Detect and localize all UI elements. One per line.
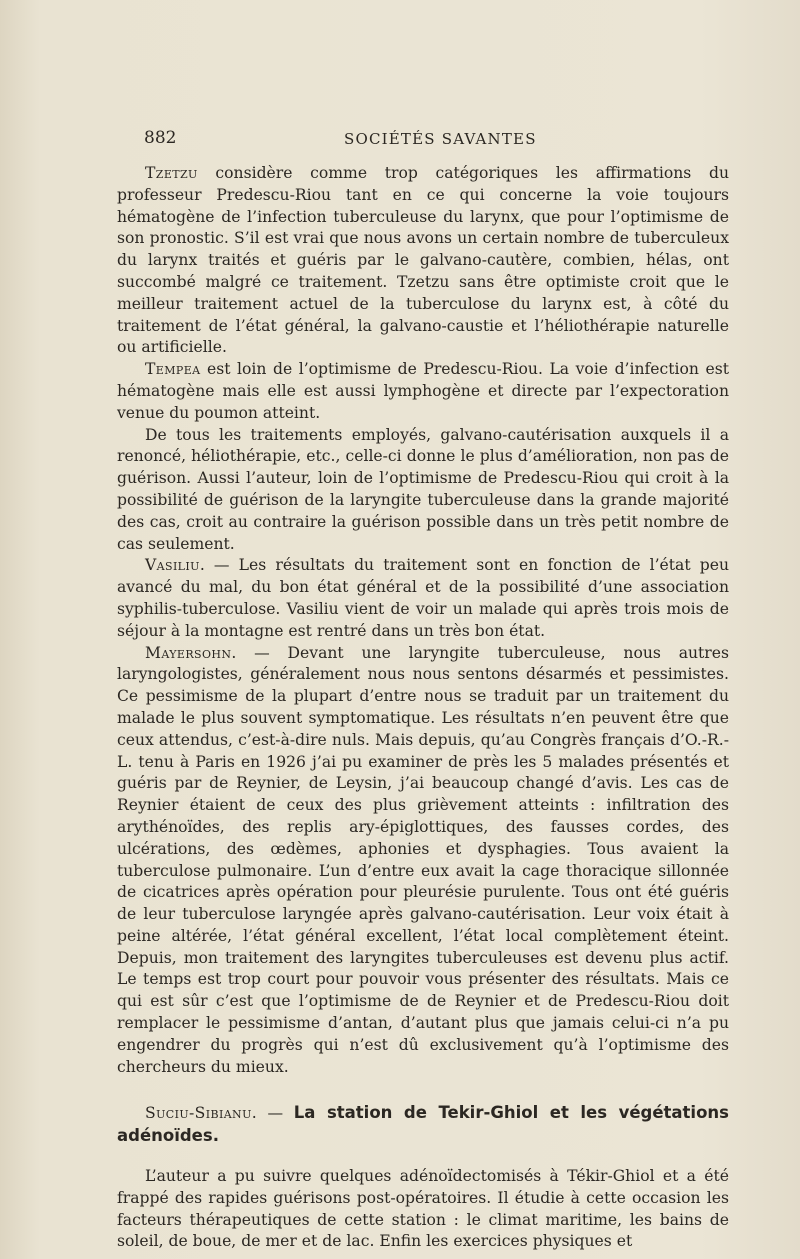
speaker-name: Vasiliu (145, 556, 200, 575)
paragraph-vasiliu (117, 555, 729, 642)
paragraph-tzetzu (117, 163, 729, 359)
speaker-name: Tzetzu (145, 164, 198, 182)
paragraph-continuation (117, 425, 729, 556)
paragraph-tempea (117, 359, 729, 424)
speaker-name: Tempea (145, 360, 201, 379)
section-summary (117, 1166, 729, 1253)
paragraph-text: considère comme trop catégoriques les affirmations du professeur Predescu-Riou tant en ce qui concerne la voie toujours hématogène de l’infection tuberculeuse du larynx, que pour l’optimisme de son pronostic. S’il est vrai que nous avons un certain nombre de tuberculeux du larynx traités et guéris par le galvano-cautère, combien, hélas, ont succombé malgré ce traitement. Tzetzu sans être optimiste croit que le meilleur traitement actuel de la tuberculose du larynx est, à côté du traitement de l’état général, la galvano-caustie et l’héliothérapie naturelle ou artificielle. (117, 164, 729, 357)
paragraph-text: De tous les traitements employés, galvano-cautérisation auxquels il a renoncé, héliothérapie, etc., celle-ci donne le plus d’amélioration, non pas de guérison. Aussi l’auteur, loin de l’optimisme de Predescu-Riou qui croit à la possibilité de guérison de la laryngite tuberculeuse dans la grande majorité des cas, croit au contraire la guérison possible dans un très petit nombre de cas seulement. (117, 425, 729, 553)
paragraph-text: est loin de l’optimisme de Predescu-Riou. La voie d’infection est hématogène mais elle est aussi lymphogène et directe par l’expectoration venue du poumon atteint. (117, 360, 729, 422)
paragraph-text: . — Les résultats du traitement sont en fonction de l’état peu avancé du mal, du bon état général et de la possibilité d’une association syphilis-tuberculose. Vasiliu vient de voir un malade qui après trois mois de séjour à la montagne est rentré dans un très bon état. (117, 556, 729, 640)
page-number: 882 (144, 128, 177, 148)
section-title: La station de Tekir-Ghiol et les végétations adénoïdes. (117, 1103, 729, 1146)
paragraph-mayersohn (117, 643, 729, 1079)
section-heading (117, 1102, 729, 1148)
section-separator: . — (251, 1104, 294, 1123)
running-title: SOCIÉTÉS SAVANTES (344, 130, 537, 148)
body-text (117, 163, 729, 1253)
page-header (144, 128, 730, 150)
section-author: Suciu-Sibianu (145, 1104, 252, 1123)
summary-text: L’auteur a pu suivre quelques adénoïdectomisés à Tékir-Ghiol et a été frappé des rapides guérisons post-opératoires. Il étudie à cette occasion les facteurs thérapeutiques de cette station : le climat maritime, les bains de soleil, de boue, de mer et de lac. Enfin les exercices physiques et (117, 1167, 729, 1251)
paragraph-text: . — Devant une laryngite tuberculeuse, nous autres laryngologistes, généralement nous nous sentons désarmés et pessimistes. Ce pessimisme de la plupart d’entre nous se traduit par un traitement du malade le plus souvent symptomatique. Les résultats n’en peuvent être que ceux attendus, c’est-à-dire nuls. Mais depuis, qu’au Congrès français d’O.-R.-L. tenu à Paris en 1926 j’ai pu examiner de près les 5 malades présentés et guéris par de Reynier, de Leysin, j’ai beaucoup changé d’avis. Les cas de Reynier étaient de ceux des plus grièvement atteints : infiltration des arythénoïdes, des replis ary-épiglottiques, des fausses cordes, des ulcérations, des œdèmes, aphonies et dysphagies. Tous avaient la tuberculose pulmonaire. L’un d’entre eux avait la cage thoracique sillonnée de cicatrices après opération pour pleurésie purulente. Tous ont été guéris de leur tuberculose laryngée après galvano-cautérisation. Leur voix était à peine altérée, l’état général excellent, l’état local complètement éteint. Depuis, mon traitement des laryngites tuberculeuses est devenu plus actif. Le temps est trop court pour pouvoir vous présenter des résultats. Mais ce qui est sûr c’est que l’optimisme de de Reynier et de Predescu-Riou doit remplacer le pessimisme d’antan, d’autant plus que jamais celui-ci n’a pu engendrer du progrès qui n’est dû exclusivement qu’à l’optimisme des chercheurs du mieux. (117, 643, 729, 1076)
speaker-name: Mayersohn (145, 643, 232, 662)
